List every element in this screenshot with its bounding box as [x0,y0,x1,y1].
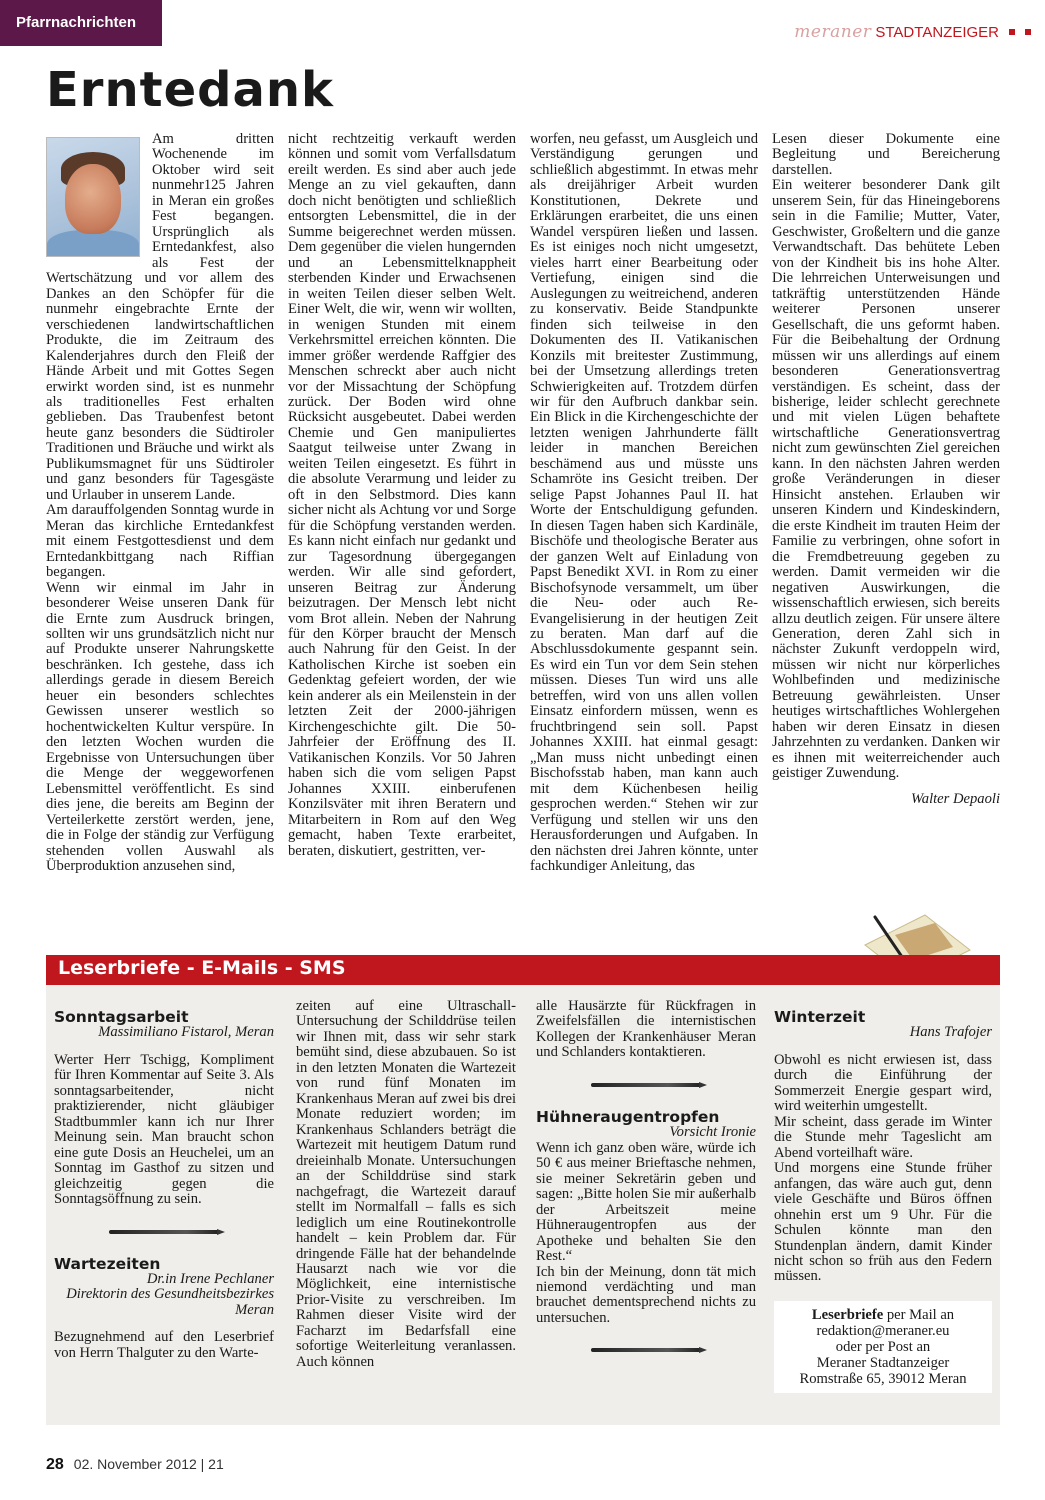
pen-divider-icon [591,1342,701,1358]
contact-email: redaktion@meraner.eu [816,1322,950,1339]
pen-divider-icon [591,1077,701,1093]
page-footer [46,1456,224,1474]
article-paragraph: Am darauffolgenden Sonntag wurde in Meran das kirchliche Erntedankfest mit einem Festgottesdienst und dem Erntedankbittgang nach Riffian begangen. [46,502,274,581]
article-paragraph: Wenn wir einmal im Jahr in besonderer Weise unseren Dank für die Ernte zum Ausdruck bringen, sollten wir uns grundsätzlich nicht nur auf Produkte unserer Nahrungskette beschränken. Ich gestehe, dass ich allerdings gerade in diesem Bereich heuer ein besonders schlechtes Gewissen unserer westlich so hochentwickelten Kultur verspüre. In den letzten Wochen wurden die Ergebnisse von Untersuchungen über die Menge der weggeworfenen Lebensmittel veröffentlicht. Es sind dies jene, die bereits am Beginn der Verteilerkette zerstört werden, jene, die in Folge der ständig zur Verfügung stehenden vollen Auswahl als Überproduktion anzusehen sind, [46,579,274,875]
letter-author: Direktorin des Gesundheitsbezirkes [66,1286,274,1303]
letter-author: Dr.in Irene Pechlaner [146,1271,274,1287]
contact-label: Leserbriefe [811,1306,884,1323]
article-paragraph: Am dritten Wochenende im Oktober wird seit nunmehr125 Jahren in Meran ein großes Fest begangen. Ursprünglich als Erntedankfest, also als Fest der Wertschätzung und vor allem des Dankes an den Schöpfer für die nunmehr eingebrachte Ernte der verschiedenen landwirtschaftlichen Produkte, die im Zeitraum des Kalenderjahres durch den Fleiß der Hände Arbeit und mit Gottes Segen erwirkt worden sind, ist es nunmehr als traditionelles Fest erhalten geblieben. Das Traubenfest betont heute ganz besonders die Südtiroler Traditionen und Bräuche und wirkt als Publikumsmagnet für uns Südtiroler und ganz besonders für Tagesgäste und Urlauber in unserem Lande. [46,131,274,503]
letter-title: Wartezeiten [54,1254,161,1273]
article-paragraph: nicht rechtzeitig verkauft werden können und somit vom Verfallsdatum ereilt werden. Es sind aber auch jede Menge an zu viel gekauften, dann doch nicht benötigten und schließlich entsorgten Lebensmittel, die in der Summe beigerechnet werden müssen. Dem gegenüber die vielen hungernden und an Lebensmittelknappheit sterbenden Kinder und Erwachsenen in weiten Teilen dieser selben Welt. Einer Welt, die wir, wenn wir wollten, in wenigen Stunden mit einem Verkehrsmittel erreichen könnten. Die immer größer werdende Raffgier des Menschen schreckt aber auch nicht vor der Missachtung der Schöpfung zurück. Der Boden wird ohne Rücksicht ausgebeutet. Dabei werden Chemie und Gen manipuliertes Saatgut teilweise unter Zwang in weiten Teilen eingesetzt. Es führt in die absolute Verarmung und leider zu oft in den Selbstmord. Dies kann sicher nicht als Achtung vor und Sorge für die Schöpfung verstanden werden. Es kann nicht einfach nur gedankt und zur Tagesordnung übergegangen werden. Wir alle sind gefordert, unseren Beitrag zur Änderung beizutragen. Der Mensch lebt nicht vom Brot allein. Neben der Nahrung für den Körper braucht der Mensch auch Nahrung für den Geist. In der Katholischen Kirche ist soeben ein Gedenktag gefeiert worden, der wie kein anderer als ein Meilenstein in der letzten Zeit der 2000-jährigen Kirchengeschichte gilt. Die 50-Jahrfeier der Eröffnung des II. Vatikanischen Konzils. Vor 50 Jahren haben sich die vom seligen Papst Johannes XXIII. einberufenen Konzilsväter mit ihren Beratern und Mitarbeitern in Rom auf den Weg gemacht, haben Texte erarbeitet, beraten, diskutiert, gestritten, ver- [288,131,516,859]
letter-text: zeiten auf eine Ultraschall-Untersuchung der Schilddrüse teilen wir Ihnen mit, dass wir sehr stark bemüht sind, diese abzubauen. So ist in den letzten Monaten die Wartezeit von rund fünf Monaten im Krankenhaus Meran auf zwei bis drei Monate reduziert worden; im Krankenhaus Schlanders beträgt die Wartezeit mit heutigem Datum rund dreieinhalb Monate. Untersuchungen an der Schilddrüse sind stark nachgefragt, die Wartezeit darauf stellt im Normalfall – falls es sich lediglich um eine Routinekontrolle handelt – kein Problem dar. Für dringende Fälle hat der behandelnde Hausarzt nach wie vor die Möglichkeit, eine internistische Prior-Visite zu verschreiben. Im Rahmen dieser Visite wird der Facharzt im Bedarfsfall eine sofortige Weiterleitung veranlassen. Auch können [296,998,516,1370]
issue-date: 02. November 2012 | 21 [73,1456,224,1472]
article-column-3 [530,132,758,875]
contact-address: Romstraße 65, 39012 Meran [799,1371,967,1388]
letter-text: Bezugnehmend auf den Leserbrief von Herrn Thalguter zu den Warte- [54,1329,274,1361]
letter-text: alle Hausärzte für Rückfragen in Zweifelsfällen die internistischen Kollegen der Krankenhäuser Meran und Schlanders kontaktieren. [536,998,756,1061]
masthead-logo-caps: STADTANZEIGER [875,23,999,41]
masthead-square-icon [1009,29,1015,35]
letter-column-2 [296,999,516,1370]
letter-title: Sonntagsarbeit [54,1008,189,1026]
letter-title: Winterzeit [774,1008,866,1026]
letter-author: Meran [235,1301,274,1318]
contact-line: oder per Post an [835,1339,931,1356]
page-number: 28 [46,1456,64,1473]
article-title: Erntedank [46,62,334,118]
letter-author: Vorsicht Ironie [669,1124,756,1141]
letter-text: Obwohl es nicht erwiesen ist, dass durch die Einführung der Sommerzeit Energie gespart wird, wird weiterhin umgestellt. [774,1051,992,1115]
letter-text: Werter Herr Tschigg, Kompliment für Ihren Kommentar auf Seite 3. Als sonntagsarbeitender, nicht praktizierender, nicht gläubiger Stadtbummler kann ich nur Ihrer Meinung sein. Man braucht schon eine gute Dosis an Heuchelei, um an Sonntag im Gasthof zu sitzen und gleichzeitig gegen die Sonntagsöffnung zu sein. [54,1051,274,1208]
pen-divider-icon [109,1224,219,1240]
letter-column-3 [536,999,756,1374]
letters-section [46,985,1000,1425]
contact-line: per Mail an [883,1306,955,1323]
article-author: Walter Depaoli [910,790,1000,807]
article-paragraph: worfen, neu gefasst, um Ausgleich und Verständigung gerungen und schließlich abgestimmt. In etwas mehr als dreijähriger Arbeit wurden Konstitutionen, Dekrete und Erklärungen erarbeitet, die uns einen Wandel verspüren ließen und lassen. Es ist einiges noch nicht umgesetzt, vieles harrt einer Bearbeitung oder Vertiefung, einigen sind die Auslegungen zu weitreichend, anderen zu konservativ. Beide Standpunkte finden sich teilweise in den Dokumenten des II. Vatikanischen Konzils mit breitester Zustimmung, bei der Umsetzung allerdings treten Schwierigkeiten auf. Trotzdem dürfen wir für den Aufbruch dankbar sein. Ein Blick in die Kirchengeschichte der letzten wenigen Jahrhunderte fällt leider in manchen Bereichen beschämend aus und müsste uns Schamröte ins Gesicht treiben. Der selige Papst Johannes Paul II. hat Worte der Entschuldigung gefunden. In diesen Tagen haben sich Kardinäle, Bischöfe und theologische Berater aus der ganzen Welt auf Einladung von Papst Benedikt XVI. in Rom zu einer Bischofsynode versammelt, um über die Neu- oder auch Re-Evangelisierung in der heutigen Zeit zu beraten. Man darf auf die Abschlussdokumente gespannt sein. Es wird ein Tun vor dem Sein stehen müssen. Dieses Tun wird uns alle betreffen, wird von uns allen vollen Einsatz einfordern müssen, wenn es fruchtbringend sein soll. Papst Johannes XXIII. hat einmal gesagt: „Man muss nicht unbedingt einen Bischofsstab haben, man kann auch mit dem Küchenbesen heilig gesprochen werden.“ Stehen wir zur Verfügung und stellen wir uns den Herausforderungen und Aufgaben. In den nächsten drei Jahren könnte, unter fachkundiger Anleitung, das [530,131,758,875]
masthead-square-icon [1025,29,1031,35]
author-photo [46,137,140,257]
letter-text: Und morgens eine Stunde früher anfangen, das wäre auch gut, denn viele Geschäfte und Büros öffnen ohnehin erst um 9 Uhr. Für die Schulen könnte man den Stundenplan ändern, damit Kinder nicht schon so früh aus den Federn müssen. [774,1160,992,1285]
article-body [46,132,1000,922]
masthead-logo-script: meraner [794,22,872,42]
contact-line: Meraner Stadtanzeiger [816,1355,950,1372]
letter-column-4 [774,995,992,1393]
letters-header: Leserbriefe - E-Mails - SMS [46,955,1000,985]
letter-column-1 [54,995,274,1361]
article-paragraph: Ein weiterer besonderer Dank gilt unserem Sein, für das Hineingeborens sein in die Familie; Mutter, Vater, Geschwister, Großeltern und die ganze Verwandtschaft. Das behütete Leben von der Kindheit bis ins hohe Alter. Die lehrreichen Unterweisungen und tatkräftig unterstützenden Hände weiterer Personen unserer Gesellschaft, die uns geformt haben. Für die Beibehaltung der Ordnung müssen wir uns allerdings auf einem besonderen Generationsvertrag verständigen. Es scheint, dass der bisherige, leider schlecht gerechnete und mit vielen Lügen behaftete wirtschaftliche Generationsvertrag nicht zum gewünschten Ziel gereichen kann. In den nächsten Jahren werden große Veränderungen in dieser Hinsicht anstehen. Erlauben wir unseren Kindern und Kindeskindern, die erste Kindheit im trauten Heim der Familie zu verbringen, ohne sofort in die Fremdbetreuung gegeben zu werden. Damit vermeiden wir die negativen Auswirkungen, die wissenschaftlich erwiesen, sich bereits allzu deutlich zeigen. Für unsere ältere Generation, deren Zahl sich in nächster Zukunft verdoppeln wird, müssen wir nicht nur körperliches Wohlbefinden und medizinische Betreuung gewährleisten. Unser heutiges wirtschaftliches Wohlergehen haben wir deren Einsatz in diesen Jahrzehnten zu verdanken. Danken wir es ihnen mit weiterreichender auch geistiger Zuwendung. [772,177,1000,782]
letters-contact-box [774,1301,992,1393]
letter-text: Ich bin der Meinung, donn tät mich niemond verdächting und man brauchet dementsprechend nichts zu untersuchen. [536,1263,756,1326]
article-paragraph: Lesen dieser Dokumente eine Begleitung und Bereicherung darstellen. [772,131,1000,178]
letter-title: Hühneraugentropfen [536,1107,720,1126]
article-column-2 [288,132,516,859]
letter-text: Mir scheint, dass gerade im Winter die Stunde mehr Tageslicht am Abend vorteilhaft wäre. [774,1113,992,1161]
article-column-4 [772,132,1000,807]
letter-text: Wenn ich ganz oben wäre, würde ich 50 € aus meiner Brieftasche nehmen, sie meiner Sekretärin geben und sagen: „Bitte holen Sie mir außerhalb der Arbeitszeit meine Hühneraugentropfen aus der Apotheke und behalten Sie den Rest.“ [536,1139,756,1265]
article-column-1 [46,132,274,875]
masthead [794,22,1031,42]
letter-author: Massimiliano Fistarol, Meran [98,1024,274,1041]
letter-author: Hans Trafojer [909,1024,992,1041]
section-tab: Pfarrnachrichten [0,0,162,46]
